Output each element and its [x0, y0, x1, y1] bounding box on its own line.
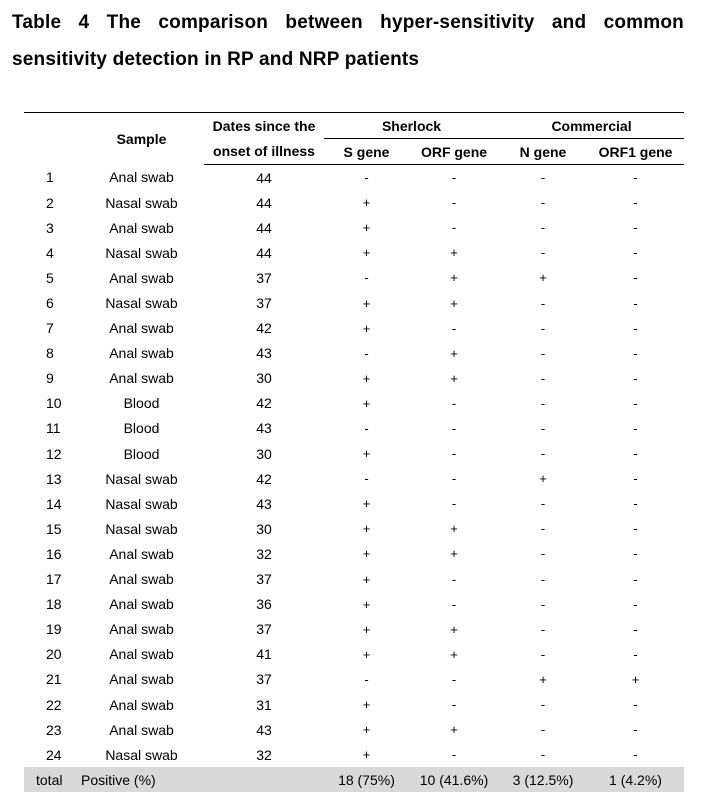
row-orf-gene: -: [451, 747, 457, 763]
header-index: [24, 113, 79, 165]
row-days: 43: [256, 721, 272, 738]
row-orf-gene: +: [450, 295, 458, 311]
row-sample: Blood: [123, 395, 160, 412]
row-s-gene: -: [364, 170, 369, 186]
row-days: 37: [256, 671, 272, 688]
row-orf1-gene: -: [633, 295, 638, 311]
row-sample: Nasal swab: [105, 244, 178, 261]
row-index: 14: [46, 495, 62, 512]
row-n-gene: -: [540, 697, 546, 713]
total-orf1-gene: 1 (4.2%): [587, 767, 684, 792]
row-s-gene: -: [364, 420, 369, 436]
table-row: [24, 316, 684, 341]
row-days: 44: [256, 244, 272, 261]
row-orf1-gene: -: [633, 370, 638, 386]
row-orf1-gene: -: [633, 170, 638, 186]
header-sample: Sample: [79, 113, 204, 165]
row-days: 44: [256, 194, 272, 211]
row-index: 3: [46, 219, 54, 236]
row-sample: Anal swab: [109, 545, 174, 562]
row-n-gene: -: [540, 370, 546, 386]
table-row: [24, 366, 684, 391]
row-s-gene: +: [362, 195, 371, 211]
row-sample: Anal swab: [109, 320, 174, 337]
row-orf-gene: -: [451, 671, 457, 687]
caption-line-2: sensitivity detection in RP and NRP patients: [12, 49, 420, 70]
row-days: 37: [256, 295, 272, 312]
row-s-gene: +: [362, 295, 371, 311]
row-s-gene: +: [362, 596, 371, 612]
row-n-gene: +: [539, 671, 547, 687]
row-s-gene: -: [364, 471, 369, 487]
row-index: 8: [46, 345, 54, 362]
row-n-gene: -: [540, 646, 546, 662]
row-orf-gene: +: [450, 546, 458, 562]
row-n-gene: -: [540, 722, 546, 738]
row-sample: Nasal swab: [105, 194, 178, 211]
row-index: 19: [46, 621, 62, 638]
row-n-gene: -: [540, 596, 546, 612]
row-n-gene: -: [540, 446, 546, 462]
total-days: [204, 767, 324, 792]
row-sample: Anal swab: [109, 696, 174, 713]
row-index: 21: [46, 671, 62, 688]
row-n-gene: -: [540, 571, 546, 587]
header-commercial: Commercial: [499, 113, 684, 139]
row-orf1-gene: -: [633, 471, 638, 487]
row-days: 42: [256, 320, 272, 337]
row-orf-gene: +: [450, 621, 458, 637]
comparison-table-container: [24, 112, 684, 792]
row-orf-gene: -: [451, 395, 457, 411]
row-orf-gene: -: [451, 496, 457, 512]
table-row: [24, 567, 684, 592]
caption-word: hyper-sensitivity: [380, 12, 535, 33]
row-n-gene: -: [540, 546, 546, 562]
row-days: 32: [256, 545, 272, 562]
row-s-gene: +: [362, 245, 371, 261]
row-orf1-gene: -: [633, 546, 638, 562]
row-n-gene: +: [539, 471, 547, 487]
row-sample: Anal swab: [109, 219, 174, 236]
caption-word: common: [603, 12, 684, 33]
row-sample: Anal swab: [109, 671, 174, 688]
row-orf1-gene: -: [633, 722, 638, 738]
table-body: [24, 165, 684, 768]
row-orf-gene: -: [451, 220, 457, 236]
total-orf-gene: 10 (41.6%): [409, 767, 499, 792]
comparison-table: [24, 112, 684, 792]
row-n-gene: -: [540, 521, 546, 537]
row-orf1-gene: -: [633, 270, 638, 286]
row-orf-gene: -: [451, 697, 457, 713]
row-s-gene: +: [362, 621, 371, 637]
row-index: 18: [46, 596, 62, 613]
header-orf-gene: ORF gene: [409, 139, 499, 165]
caption-word: 4: [78, 12, 90, 33]
table-row: [24, 667, 684, 692]
header-dates-line2: onset of illness: [204, 139, 324, 165]
table-row: [24, 742, 684, 767]
row-orf-gene: -: [451, 320, 457, 336]
row-days: 44: [256, 219, 272, 236]
caption-line-1: [12, 4, 684, 41]
table-row: [24, 642, 684, 667]
header-s-gene: S gene: [324, 139, 409, 165]
row-sample: Anal swab: [109, 646, 174, 663]
row-sample: Nasal swab: [105, 470, 178, 487]
row-n-gene: -: [540, 621, 546, 637]
row-s-gene: +: [362, 395, 371, 411]
row-n-gene: -: [540, 320, 546, 336]
row-days: 36: [256, 596, 272, 613]
table-header: [24, 113, 684, 165]
table-footer: [24, 767, 684, 792]
table-row: [24, 491, 684, 516]
row-index: 22: [46, 696, 62, 713]
total-label: total: [24, 767, 79, 792]
row-orf1-gene: -: [633, 345, 638, 361]
row-orf1-gene: -: [633, 446, 638, 462]
row-orf1-gene: -: [633, 245, 638, 261]
row-orf-gene: +: [450, 370, 458, 386]
row-days: 32: [256, 746, 272, 763]
row-days: 43: [256, 345, 272, 362]
row-orf1-gene: -: [633, 646, 638, 662]
row-orf1-gene: +: [631, 671, 640, 687]
row-orf1-gene: -: [633, 596, 638, 612]
row-orf-gene: -: [451, 596, 457, 612]
table-row: [24, 391, 684, 416]
row-orf1-gene: -: [633, 747, 638, 763]
row-orf-gene: +: [450, 345, 458, 361]
header-n-gene: N gene: [499, 139, 587, 165]
table-row: [24, 165, 684, 191]
row-days: 37: [256, 571, 272, 588]
row-index: 11: [46, 420, 61, 437]
row-orf1-gene: -: [633, 621, 638, 637]
table-row: [24, 466, 684, 491]
row-days: 37: [256, 621, 272, 638]
row-index: 2: [46, 194, 54, 211]
row-orf1-gene: -: [633, 395, 638, 411]
row-days: 30: [256, 370, 272, 387]
table-row: [24, 290, 684, 315]
row-s-gene: -: [364, 345, 369, 361]
row-orf1-gene: -: [633, 220, 638, 236]
row-s-gene: +: [362, 697, 371, 713]
caption-word: Table: [12, 12, 62, 33]
row-n-gene: -: [540, 170, 546, 186]
row-s-gene: +: [362, 546, 371, 562]
row-days: 37: [256, 269, 272, 286]
header-sherlock: Sherlock: [324, 113, 499, 139]
table-row: [24, 592, 684, 617]
table-row: [24, 441, 684, 466]
row-sample: Anal swab: [109, 571, 174, 588]
row-index: 10: [46, 395, 62, 412]
table-row: [24, 265, 684, 290]
total-n-gene: 3 (12.5%): [499, 767, 587, 792]
table-row: [24, 617, 684, 642]
row-s-gene: +: [362, 521, 371, 537]
total-s-gene: 18 (75%): [324, 767, 409, 792]
row-index: 4: [46, 244, 54, 261]
table-row: [24, 516, 684, 541]
row-s-gene: +: [362, 220, 371, 236]
table-row: [24, 190, 684, 215]
row-days: 42: [256, 470, 272, 487]
row-s-gene: -: [364, 270, 369, 286]
row-orf-gene: -: [451, 571, 457, 587]
row-sample: Nasal swab: [105, 495, 178, 512]
row-sample: Anal swab: [109, 370, 174, 387]
row-n-gene: -: [540, 420, 546, 436]
row-orf1-gene: -: [633, 571, 638, 587]
row-index: 23: [46, 721, 62, 738]
row-sample: Nasal swab: [105, 746, 178, 763]
row-days: 43: [256, 495, 272, 512]
caption-word: The: [106, 12, 142, 33]
table-row: [24, 416, 684, 441]
row-s-gene: +: [362, 320, 371, 336]
caption-word: and: [551, 12, 587, 33]
row-orf-gene: +: [450, 722, 458, 738]
caption-word: between: [285, 12, 363, 33]
total-row: [24, 767, 684, 792]
row-s-gene: +: [362, 496, 371, 512]
row-index: 7: [46, 320, 54, 337]
row-days: 30: [256, 520, 272, 537]
row-orf-gene: -: [451, 420, 457, 436]
row-days: 42: [256, 395, 272, 412]
row-n-gene: -: [540, 496, 546, 512]
total-positive-label: Positive (%): [79, 767, 204, 792]
row-sample: Blood: [123, 445, 160, 462]
row-days: 44: [256, 169, 272, 186]
row-index: 5: [46, 269, 54, 286]
row-s-gene: +: [362, 571, 371, 587]
row-orf1-gene: -: [633, 320, 638, 336]
table-row: [24, 215, 684, 240]
row-days: 41: [256, 646, 272, 663]
table-row: [24, 240, 684, 265]
row-n-gene: -: [540, 747, 546, 763]
row-orf-gene: +: [450, 646, 458, 662]
row-sample: Anal swab: [109, 169, 174, 186]
row-n-gene: -: [540, 295, 546, 311]
row-sample: Blood: [123, 420, 160, 437]
row-n-gene: +: [539, 270, 547, 286]
caption-word: comparison: [158, 12, 269, 33]
row-sample: Anal swab: [109, 269, 174, 286]
row-n-gene: -: [540, 345, 546, 361]
row-orf-gene: -: [451, 195, 457, 211]
row-s-gene: +: [362, 446, 371, 462]
row-orf-gene: -: [451, 170, 457, 186]
row-index: 15: [46, 520, 62, 537]
header-dates-line1: Dates since the: [204, 113, 324, 139]
row-orf-gene: +: [450, 521, 458, 537]
row-orf1-gene: -: [633, 697, 638, 713]
row-index: 1: [46, 169, 54, 186]
row-index: 17: [46, 571, 62, 588]
row-index: 6: [46, 295, 54, 312]
row-orf-gene: -: [451, 446, 457, 462]
row-s-gene: +: [362, 646, 371, 662]
row-orf-gene: +: [450, 245, 458, 261]
row-index: 12: [46, 445, 62, 462]
row-sample: Anal swab: [109, 621, 174, 638]
row-orf1-gene: -: [633, 195, 638, 211]
table-row: [24, 717, 684, 742]
row-s-gene: -: [364, 671, 369, 687]
row-orf-gene: +: [450, 270, 458, 286]
row-orf1-gene: -: [633, 521, 638, 537]
row-sample: Anal swab: [109, 345, 174, 362]
row-s-gene: +: [362, 722, 371, 738]
row-n-gene: -: [540, 195, 546, 211]
row-index: 20: [46, 646, 62, 663]
row-s-gene: +: [362, 370, 371, 386]
table-row: [24, 341, 684, 366]
row-orf1-gene: -: [633, 420, 638, 436]
row-index: 16: [46, 545, 62, 562]
row-days: 43: [256, 420, 272, 437]
row-s-gene: +: [362, 747, 371, 763]
row-sample: Anal swab: [109, 596, 174, 613]
row-n-gene: -: [540, 245, 546, 261]
row-sample: Nasal swab: [105, 295, 178, 312]
row-orf-gene: -: [451, 471, 457, 487]
row-orf1-gene: -: [633, 496, 638, 512]
row-sample: Anal swab: [109, 721, 174, 738]
row-days: 30: [256, 445, 272, 462]
header-orf1-gene: ORF1 gene: [587, 139, 684, 165]
row-n-gene: -: [540, 395, 546, 411]
row-n-gene: -: [540, 220, 546, 236]
row-index: 13: [46, 470, 62, 487]
row-sample: Nasal swab: [105, 520, 178, 537]
table-row: [24, 692, 684, 717]
table-row: [24, 541, 684, 566]
table-caption: [12, 4, 684, 78]
row-days: 31: [256, 696, 272, 713]
row-index: 24: [46, 746, 62, 763]
row-index: 9: [46, 370, 54, 387]
